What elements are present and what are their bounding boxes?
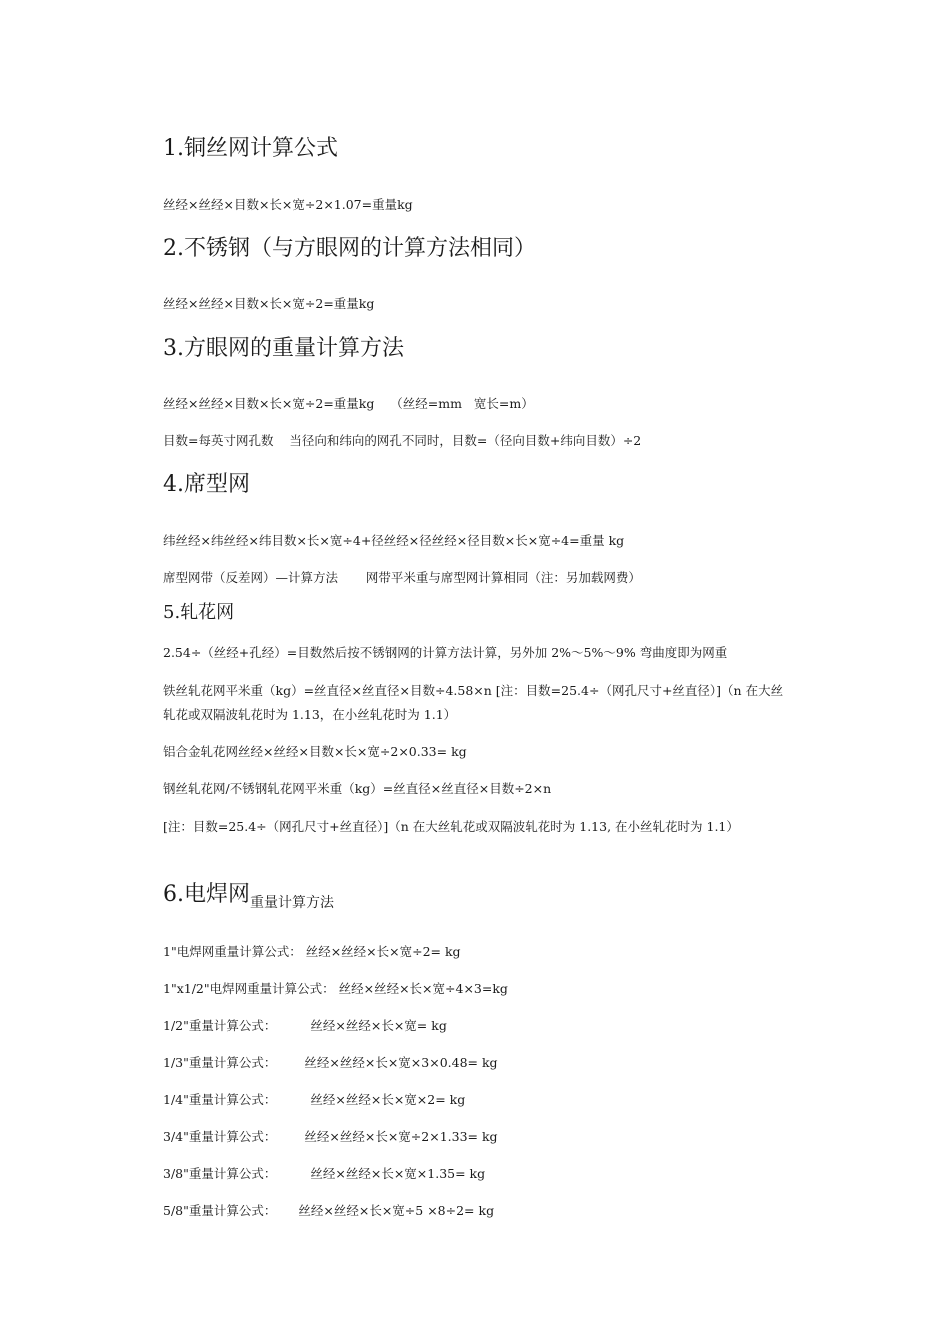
section-6-heading bbox=[163, 882, 334, 910]
weld-formula-label: 3/4"重量计算公式： bbox=[163, 1129, 277, 1144]
weld-formula-label: 3/8"重量计算公式： bbox=[163, 1166, 277, 1181]
weld-formula-label: 1/2"重量计算公式： bbox=[163, 1018, 277, 1033]
weld-formula-value: 丝经×丝经×长×宽×1.35= kg bbox=[310, 1166, 486, 1181]
weld-formula-row bbox=[163, 941, 461, 963]
weld-formula-value: 丝经×丝经×长×宽÷5 ×8÷2= kg bbox=[298, 1203, 495, 1218]
section-5-heading: 5.轧花网 bbox=[163, 602, 235, 623]
section-4-heading: 4.席型网 bbox=[163, 472, 250, 497]
weld-formula-row bbox=[163, 1015, 447, 1037]
weld-formula-row bbox=[163, 1052, 498, 1074]
section-2-heading: 2.不锈钢（与方眼网的计算方法相同） bbox=[163, 236, 536, 261]
weld-formula-label: 5/8"重量计算公式： bbox=[163, 1203, 277, 1218]
section-6-heading-sub: 重量计算方法 bbox=[250, 895, 334, 911]
weld-formula-label: 1/3"重量计算公式： bbox=[163, 1055, 277, 1070]
section-1-heading: 1.铜丝网计算公式 bbox=[163, 136, 338, 161]
weld-formula-label: 1/4"重量计算公式： bbox=[163, 1092, 277, 1107]
section-3-heading: 3.方眼网的重量计算方法 bbox=[163, 336, 404, 361]
weld-formula-row bbox=[163, 1126, 498, 1148]
weld-formula-label: 1"电焊网重量计算公式： bbox=[163, 944, 302, 959]
weld-formula-value: 丝经×丝经×长×宽÷2= kg bbox=[305, 944, 461, 959]
section-5-line-4: 钢丝轧花网/不锈钢轧花网平米重（kg）=丝直径×丝直径×目数÷2×n bbox=[163, 781, 552, 796]
section-5-line-5: [注：目数=25.4÷（网孔尺寸+丝直径）]（n 在大丝轧花或双隔波轧花时为 1.13, 在小丝轧花时为 1.1） bbox=[163, 819, 739, 834]
section-5-line-1: 2.54÷（丝经+孔经）=目数然后按不锈钢网的计算方法计算，另外加 2%～5%～9% 弯曲度即为网重 bbox=[163, 645, 728, 660]
weld-formula-row bbox=[163, 1163, 485, 1185]
weld-formula-label: 1"x1/2"电焊网重量计算公式： bbox=[163, 981, 335, 996]
section-5-line-3: 铝合金轧花网丝经×丝经×目数×长×宽÷2×0.33= kg bbox=[163, 744, 467, 759]
weld-formula-value: 丝经×丝经×长×宽= kg bbox=[310, 1018, 447, 1033]
weld-formula-value: 丝经×丝经×长×宽÷2×1.33= kg bbox=[304, 1129, 498, 1144]
section-1-formula: 丝经×丝经×目数×长×宽÷2×1.07=重量kg bbox=[163, 197, 413, 212]
section-3-formula: 丝经×丝经×目数×长×宽÷2=重量kg （丝经=mm 宽长=m） bbox=[163, 396, 534, 411]
weld-formula-value: 丝经×丝经×长×宽÷4×3=kg bbox=[338, 981, 508, 996]
section-6-heading-main: 6.电焊网 bbox=[163, 882, 250, 907]
section-4-note: 席型网带（反差网）—计算方法 网带平米重与席型网计算相同（注：另加载网费） bbox=[163, 570, 641, 585]
weld-formula-value: 丝经×丝经×长×宽×3×0.48= kg bbox=[304, 1055, 498, 1070]
weld-formula-value: 丝经×丝经×长×宽×2= kg bbox=[310, 1092, 466, 1107]
weld-formula-row bbox=[163, 1200, 494, 1222]
section-3-note: 目数=每英寸网孔数 当径向和纬向的网孔不同时，目数=（径向目数+纬向目数）÷2 bbox=[163, 433, 642, 448]
weld-formula-row bbox=[163, 978, 508, 1000]
section-4-formula: 纬丝经×纬丝经×纬目数×长×宽÷4+径丝经×径丝经×径目数×长×宽÷4=重量 kg bbox=[163, 533, 625, 548]
weld-formula-row bbox=[163, 1089, 465, 1111]
section-5-line-2: 铁丝轧花网平米重（kg）=丝直径×丝直径×目数÷4.58×n [注：目数=25.4÷（网孔尺寸+丝直径）]（n 在大丝轧花或双隔波轧花时为 1.13，在小丝轧花时为 1.1） bbox=[163, 683, 784, 722]
section-2-formula: 丝经×丝经×目数×长×宽÷2=重量kg bbox=[163, 296, 375, 311]
